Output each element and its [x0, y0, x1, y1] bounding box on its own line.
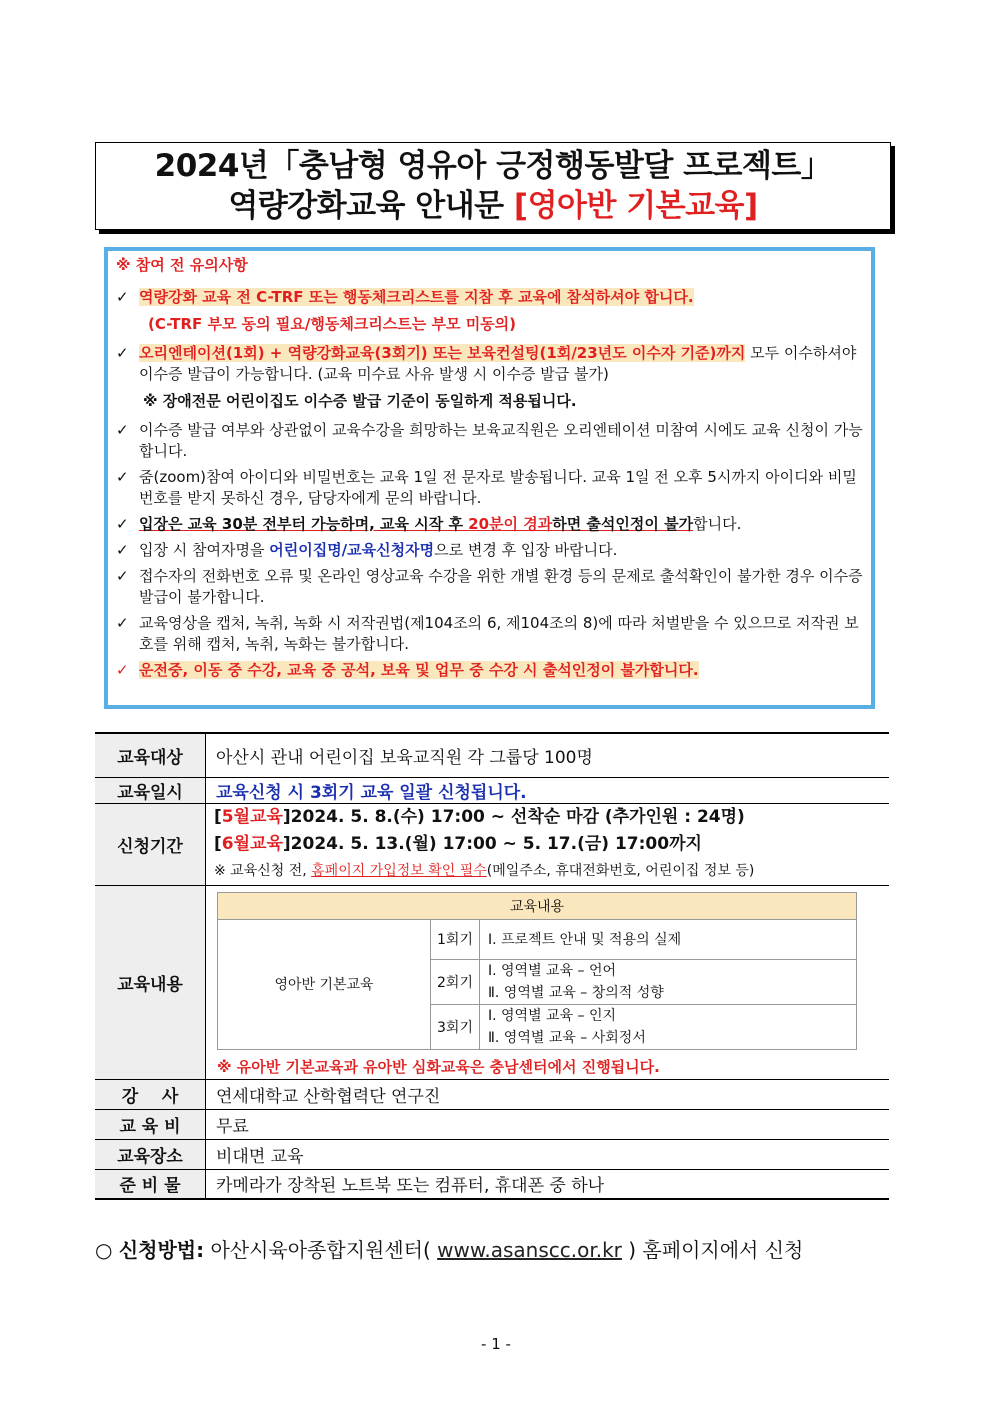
- notice-item: [112, 566, 867, 608]
- notice-item: [112, 514, 867, 535]
- date-value: 교육신청 시 3회기 교육 일괄 신청됩니다.: [206, 777, 890, 803]
- table-row: [95, 1079, 889, 1109]
- notice-subtext: ※ 장애전문 어린이집도 이수증 발급 기준이 동일하게 적용됩니다.: [143, 392, 577, 410]
- period-value: [206, 803, 890, 885]
- apply-method-label: 신청방법:: [118, 1238, 205, 1262]
- notice-subtext: [112, 314, 867, 335]
- notice-red: 20분이 경과: [468, 515, 553, 533]
- session-topic: Ⅰ. 영역별 교육 – 인지: [488, 1007, 617, 1024]
- notice-item: [112, 613, 867, 655]
- period-tag-1: 5월교육: [221, 806, 283, 827]
- content-table: [217, 892, 857, 1050]
- table-row: [95, 803, 889, 885]
- notice-item: [112, 343, 867, 385]
- prep-value: 카메라가 장착된 노트북 또는 컴퓨터, 휴대폰 중 하나: [206, 1169, 890, 1199]
- notice-text-2: 으로 변경 후 입장 바랍니다.: [434, 541, 618, 559]
- apply-method-text: 아산시육아종합지원센터(: [204, 1238, 438, 1262]
- notice-item: [112, 540, 867, 561]
- date-label: 교육일시: [95, 777, 206, 803]
- notice-text: 모두 이수하셔야 이수증 발급이 가능합니다. (교육 미수료 사유 발생 시 이수증 발급 불가): [139, 344, 857, 383]
- session-topic: Ⅱ. 영역별 교육 – 창의적 성향: [488, 984, 664, 1001]
- fee-value: 무료: [206, 1109, 890, 1139]
- notice-text: 이수증 발급 여부와 상관없이 교육수강을 희망하는 보육교직원은 오리엔테이션 미참여 시에도 교육 신청이 가능합니다.: [139, 421, 863, 460]
- website-link[interactable]: www.asanscc.or.kr: [437, 1238, 622, 1262]
- notice-highlight: 오리엔테이션(1회) + 역량강화교육(3회기) 또는 보육컨설팅(1회/23년도 이수자 기준)까지: [139, 344, 746, 362]
- fee-label: 교 육 비: [95, 1109, 206, 1139]
- notice-text-2: 하면 출석인정이 불가: [552, 515, 694, 533]
- check-icon: ✓: [116, 661, 129, 679]
- period-label: 신청기간: [95, 803, 206, 885]
- period-note-a: ※ 교육신청 전,: [214, 862, 312, 879]
- notice-item: [112, 420, 867, 462]
- info-table: [95, 732, 889, 1200]
- apply-method: [95, 1234, 803, 1263]
- check-icon: ✓: [116, 515, 129, 533]
- page-number: - 1 -: [481, 1335, 511, 1353]
- notice-text: 줌(zoom)참여 아이디와 비밀번호는 교육 1일 전 문자로 발송됩니다. 교육 1일 전 오후 5시까지 아이디와 비밀번호를 받지 못하신 경우, 담당자에게 문의 바랍니다.: [139, 468, 857, 507]
- course-name: 영아반 기본교육: [218, 919, 431, 1049]
- period-note: [214, 858, 889, 885]
- session-no: 2회기: [431, 959, 480, 1004]
- content-label: 교육내용: [95, 885, 206, 1079]
- apply-method-text-2: ) 홈페이지에서 신청: [621, 1238, 804, 1262]
- notice-heading: ※ 참여 전 유의사항: [116, 256, 248, 274]
- content-note: ※ 유아반 기본교육과 유아반 심화교육은 충남센터에서 진행됩니다.: [217, 1057, 660, 1076]
- session-no: 1회기: [431, 919, 480, 959]
- notice-text: 운전중, 이동 중 수강, 교육 중 공석, 보육 및 업무 중 수강 시 출석인정이 불가합니다.: [139, 661, 699, 679]
- session-topic: Ⅱ. 영역별 교육 – 사회정서: [488, 1029, 646, 1046]
- session-topic: Ⅰ. 프로젝트 안내 및 적용의 실제: [480, 919, 857, 959]
- notice-item: [112, 467, 867, 509]
- period-text-1: 2024. 5. 8.(수) 17:00 ~ 선착순 마감 (추가인원 : 24명): [290, 806, 745, 827]
- check-icon: ✓: [116, 421, 129, 439]
- title-box: [95, 142, 891, 230]
- title-line-1: 2024년「충남형 영유아 긍정행동발달 프로젝트」: [154, 148, 832, 184]
- session-topics: [480, 959, 857, 1004]
- place-label: 교육장소: [95, 1139, 206, 1169]
- circle-icon: ○: [95, 1238, 113, 1262]
- table-row: [95, 1139, 889, 1169]
- prep-label: 준 비 물: [95, 1169, 206, 1199]
- period-line-2: [6월교육]2024. 5. 13.(월) 17:00 ~ 5. 17.(금) 17:00까지: [214, 833, 702, 854]
- table-row: [95, 1109, 889, 1139]
- check-icon: ✓: [116, 288, 129, 306]
- check-icon: ✓: [116, 344, 129, 362]
- notice-item: [112, 287, 867, 308]
- notice-box: [104, 247, 875, 709]
- check-icon: ✓: [116, 614, 129, 632]
- title-line-2-text: 역량강화교육 안내문: [228, 188, 514, 224]
- notice-item: [112, 660, 867, 681]
- notice-sub-red: (C-TRF 부모 동의 필요/행동체크리스트는 부모 미동의): [148, 315, 517, 333]
- check-icon: ✓: [116, 468, 129, 486]
- session-topics: [480, 1004, 857, 1049]
- notice-text: 교육영상을 캡처, 녹취, 녹화 시 저작권법(제104조의 6, 제104조의 8)에 따라 처벌받을 수 있으므로 저작권 보호를 위해 캡처, 녹취, 녹화는 불가합니다.: [139, 614, 859, 653]
- notice-text-3: 합니다.: [693, 515, 742, 533]
- notice-text: 접수자의 전화번호 오류 및 온라인 영상교육 수강을 위한 개별 환경 등의 문제로 출석확인이 불가한 경우 이수증 발급이 불가합니다.: [139, 567, 863, 606]
- table-row: [95, 885, 889, 1079]
- period-tag-2: 6월교육: [221, 833, 283, 854]
- table-row: [95, 733, 889, 777]
- session-topic: Ⅰ. 영역별 교육 – 언어: [488, 962, 617, 979]
- title-course-name: [영아반 기본교육]: [513, 188, 758, 224]
- period-text-2: 2024. 5. 13.(월) 17:00 ~ 5. 17.(금) 17:00까지: [290, 833, 702, 854]
- table-row: [95, 1169, 889, 1199]
- table-row: [95, 777, 889, 803]
- content-table-header: 교육내용: [218, 892, 857, 919]
- notice-text: 역량강화 교육 전 C-TRF 또는 행동체크리스트를 지참 후 교육에 참석하셔야 합니다.: [139, 288, 694, 306]
- notice-text: 입장 시 참여자명을: [139, 541, 270, 559]
- check-icon: ✓: [116, 567, 129, 585]
- session-no: 3회기: [431, 1004, 480, 1049]
- content-value: [206, 885, 890, 1079]
- period-note-b: (메일주소, 휴대전화번호, 어린이집 정보 등): [486, 862, 755, 879]
- place-value: 비대면 교육: [206, 1139, 890, 1169]
- lecturer-label: 강 사: [95, 1079, 206, 1109]
- notice-blue: 어린이집명/교육신청자명: [269, 541, 435, 559]
- check-icon: ✓: [116, 541, 129, 559]
- lecturer-value: 연세대학교 산학협력단 연구진: [206, 1079, 890, 1109]
- target-label: 교육대상: [95, 733, 206, 777]
- period-line-1: [5월교육]2024. 5. 8.(수) 17:00 ~ 선착순 마감 (추가인원 : 24명): [214, 806, 745, 827]
- notice-text: 입장은 교육 30분 전부터 가능하며, 교육 시작 후: [139, 515, 469, 533]
- target-value: 아산시 관내 어린이집 보육교직원 각 그룹당 100명: [206, 733, 890, 777]
- period-note-red: 홈페이지 가입정보 확인 필수: [311, 862, 487, 879]
- title-line-2: [96, 186, 890, 226]
